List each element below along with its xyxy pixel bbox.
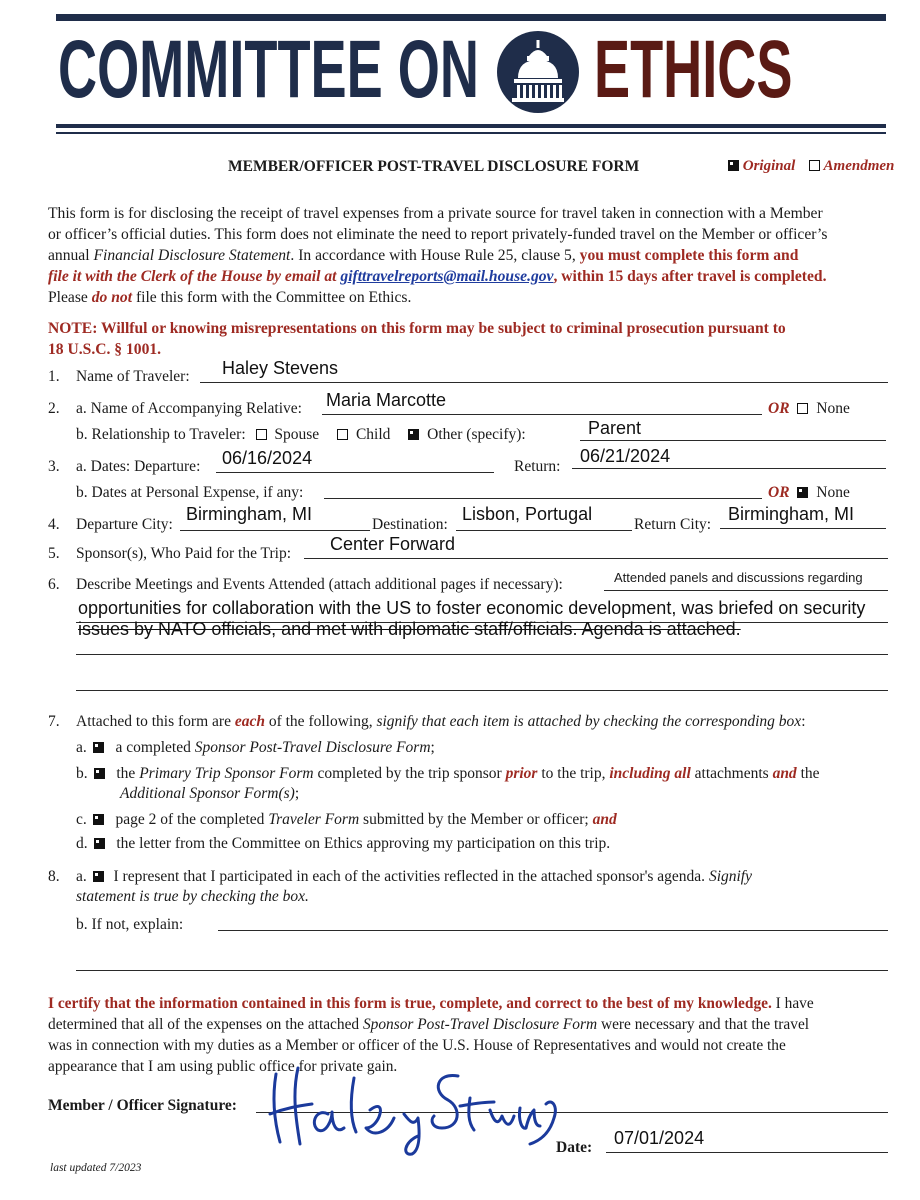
explain-line-2 [76, 970, 888, 971]
q1-number: 1. [48, 368, 60, 385]
original-checkbox[interactable] [728, 160, 739, 171]
q3b-or-none: OR None [768, 484, 850, 501]
intro-line-3: annual Financial Disclosure Statement. In accordance with House Rule 25, clause 5, you must complete this form and [48, 247, 799, 264]
q7-instructions: Attached to this form are each of the following, signify that each item is attached by checking the corresponding box: [76, 713, 806, 730]
relative-name-value[interactable]: Maria Marcotte [326, 390, 447, 410]
meetings-value-line-2[interactable]: opportunities for collaboration with the US to foster economic development, was briefed on security [78, 598, 866, 618]
amendment-label: Amendmen [823, 158, 895, 174]
departure-date-value[interactable]: 06/16/2024 [222, 448, 313, 468]
q8a-row-cont: statement is true by checking the box. [76, 888, 309, 905]
logo-ethics: ETHICS [594, 24, 793, 115]
explain-line-1 [218, 930, 888, 931]
intro-line-1: This form is for disclosing the receipt of travel expenses from a private source for travel taken in connection with a Member [48, 205, 823, 222]
original-checkbox-group [728, 158, 894, 175]
meetings-value-line-3[interactable]: issues by NATO officials, and met with diplomatic staff/officials. Agenda is attached. [78, 619, 741, 639]
personal-expense-none-checkbox[interactable] [797, 487, 808, 498]
destination-value[interactable]: Lisbon, Portugal [462, 504, 593, 524]
return-city-line [720, 528, 886, 529]
date-line [606, 1152, 888, 1153]
logo-committee-on: COMMITTEE ON [58, 24, 479, 115]
q8-number: 8. [48, 868, 60, 885]
q3-number: 3. [48, 458, 60, 475]
departure-city-line [180, 530, 370, 531]
return-date-line [572, 468, 886, 469]
meetings-line-3 [76, 654, 888, 655]
return-date-value[interactable]: 06/21/2024 [580, 446, 671, 466]
certification-paragraph: I certify that the information contained in this form is true, complete, and correct to the best of my knowledge. I have determined that all of the expenses on the attached Sponsor Post-Travel Disclosure Form were necessary and that the travel was in connection with my duties as a Member or officer of the U.S. House of Representatives and would not create the appearance that I am using public office for private gain. [48, 995, 814, 1075]
q7b-row-cont: Additional Sponsor Form(s); [120, 785, 300, 802]
q7b-checkbox[interactable] [94, 768, 105, 779]
q5-label: Sponsor(s), Who Paid for the Trip: [76, 545, 292, 562]
q8a-row: a. I represent that I participated in each of the activities reflected in the attached sponsor's agenda. Signify [76, 868, 752, 885]
q8b-label: b. If not, explain: [76, 916, 184, 933]
q4-number: 4. [48, 516, 60, 533]
relationship-other-line [580, 440, 886, 441]
destination-label: Destination: [372, 516, 448, 533]
note-paragraph [48, 318, 888, 360]
intro-line-5: Please do not file this form with the Committee on Ethics. [48, 289, 412, 306]
meetings-value-line-1[interactable]: Attended panels and discussions regarding [614, 570, 863, 585]
date-label: Date: [556, 1139, 593, 1156]
sponsor-value[interactable]: Center Forward [330, 534, 456, 554]
q6-number: 6. [48, 576, 60, 593]
q2-number: 2. [48, 400, 60, 417]
q2a-label: a. Name of Accompanying Relative: [76, 400, 302, 417]
header-bottom-rule-thin [56, 132, 886, 134]
return-date-label: Return: [514, 458, 561, 475]
departure-date-line [216, 472, 494, 473]
note-line-1: NOTE: Willful or knowing misrepresentations on this form may be subject to criminal prosecution pursuant to [48, 320, 786, 337]
return-city-label: Return City: [634, 516, 712, 533]
destination-line [456, 530, 632, 531]
spouse-checkbox[interactable] [256, 429, 267, 440]
q2b-row: b. Relationship to Traveler: Spouse Child Other (specify): [76, 426, 526, 443]
q7c-row: c. page 2 of the completed Traveler Form submitted by the Member or officer; and [76, 811, 617, 828]
intro-paragraph [48, 203, 888, 308]
relative-name-line [322, 414, 762, 415]
q2a-or-none: OR None [768, 400, 850, 417]
q7a-checkbox[interactable] [93, 742, 104, 753]
date-value[interactable]: 07/01/2024 [614, 1128, 705, 1148]
original-label: Original [742, 158, 796, 174]
intro-line-2: or officer’s official duties. This form does not eliminate the need to report privately-funded travel on the Member or officer’s [48, 226, 828, 243]
meetings-line-1 [604, 590, 888, 591]
departure-city-value[interactable]: Birmingham, MI [186, 504, 313, 524]
q7a-row: a. a completed Sponsor Post-Travel Disclosure Form; [76, 739, 435, 756]
q1-label: Name of Traveler: [76, 368, 190, 385]
q3b-label: b. Dates at Personal Expense, if any: [76, 484, 304, 501]
intro-line-4: file it with the Clerk of the House by email at gifttravelreports@mail.house.gov, within 15 days after travel is completed. [48, 268, 827, 285]
header-bottom-rule [56, 124, 886, 128]
personal-expense-line [324, 498, 762, 499]
relationship-other-value[interactable]: Parent [588, 418, 642, 438]
capitol-dome-icon [496, 30, 580, 114]
sponsor-line [304, 558, 888, 559]
signature-label: Member / Officer Signature: [48, 1097, 237, 1114]
traveler-name-line [200, 382, 888, 383]
q8a-checkbox[interactable] [93, 871, 104, 882]
relative-none-checkbox[interactable] [797, 403, 808, 414]
amendment-checkbox[interactable] [809, 160, 820, 171]
q7d-checkbox[interactable] [94, 838, 105, 849]
last-updated: last updated 7/2023 [50, 1162, 142, 1174]
other-checkbox[interactable] [408, 429, 419, 440]
traveler-name-value[interactable]: Haley Stevens [222, 358, 339, 378]
departure-city-label: Departure City: [76, 516, 173, 533]
q7c-checkbox[interactable] [93, 814, 104, 825]
meetings-line-4 [76, 690, 888, 691]
child-checkbox[interactable] [337, 429, 348, 440]
clerk-email-link[interactable]: gifttravelreports@mail.house.gov [340, 268, 554, 285]
q6-label: Describe Meetings and Events Attended (attach additional pages if necessary): [76, 576, 563, 593]
q7d-row: d. the letter from the Committee on Ethics approving my participation on this trip. [76, 835, 611, 852]
return-city-value[interactable]: Birmingham, MI [728, 504, 855, 524]
note-line-2: 18 U.S.C. § 1001. [48, 341, 162, 358]
q7b-row: b. the Primary Trip Sponsor Form completed by the trip sponsor prior to the trip, including all attachments and the [76, 765, 820, 782]
q3a-label: a. Dates: Departure: [76, 458, 201, 475]
q5-number: 5. [48, 545, 60, 562]
form-title: MEMBER/OFFICER POST-TRAVEL DISCLOSURE FORM [228, 158, 640, 175]
handwritten-signature [262, 1058, 562, 1158]
q7-number: 7. [48, 713, 60, 730]
